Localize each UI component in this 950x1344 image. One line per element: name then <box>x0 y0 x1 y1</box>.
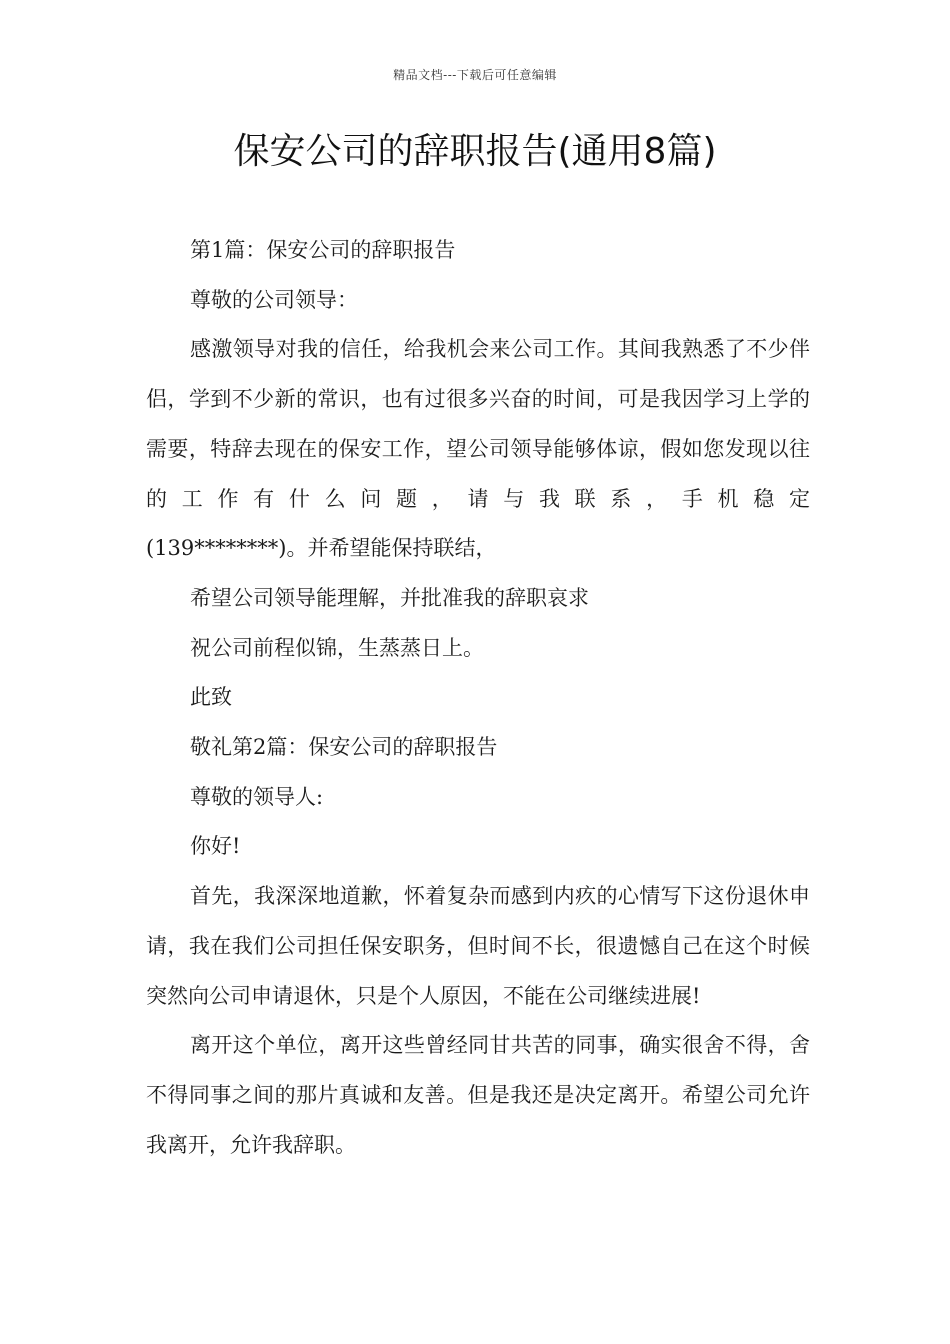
closing-line: 此致 <box>190 685 232 710</box>
body-paragraph: 祝公司前程似锦，生蒸蒸日上。 <box>190 635 484 660</box>
chapter-heading-2: 敬礼第2篇：保安公司的辞职报告 <box>190 735 498 760</box>
document-body <box>146 226 810 1170</box>
body-paragraph: 离开这个单位，离开这些曾经同甘共苦的同事，确实很舍不得，舍不得同事之间的那片真诚和友善。但是我还是决定离开。希望公司允许我离开，允许我辞职。 <box>146 1033 810 1157</box>
chapter-heading-1: 第1篇：保安公司的辞职报告 <box>190 238 456 262</box>
greeting: 你好! <box>190 834 241 859</box>
salutation: 尊敬的领导人: <box>190 784 324 809</box>
document-title: 保安公司的辞职报告(通用8篇) <box>233 131 717 172</box>
body-paragraph-phone: (139********)。并希望能保持联结， <box>146 536 497 561</box>
body-paragraph: 希望公司领导能理解，并批准我的辞职哀求 <box>190 585 589 610</box>
body-paragraph: 感激领导对我的信任，给我机会来公司工作。其间我熟悉了不少伴侣，学到不少新的常识，也有过很多兴奋的时间，可是我因学习上学的需要，特辞去现在的保安工作，望公司领导能够体谅，假如您发现以往的工作有什么问题，请与我联系，手机稳定 <box>146 337 810 511</box>
salutation: 尊敬的公司领导： <box>190 287 358 312</box>
page-header: 精品文档---下载后可任意编辑 <box>393 68 557 82</box>
body-paragraph: 首先，我深深地道歉，怀着复杂而感到内疚的心情写下这份退休申请，我在我们公司担任保安职务，但时间不长，很遗憾自己在这个时候突然向公司申请退休，只是个人原因，不能在公司继续进展! <box>146 884 810 1008</box>
